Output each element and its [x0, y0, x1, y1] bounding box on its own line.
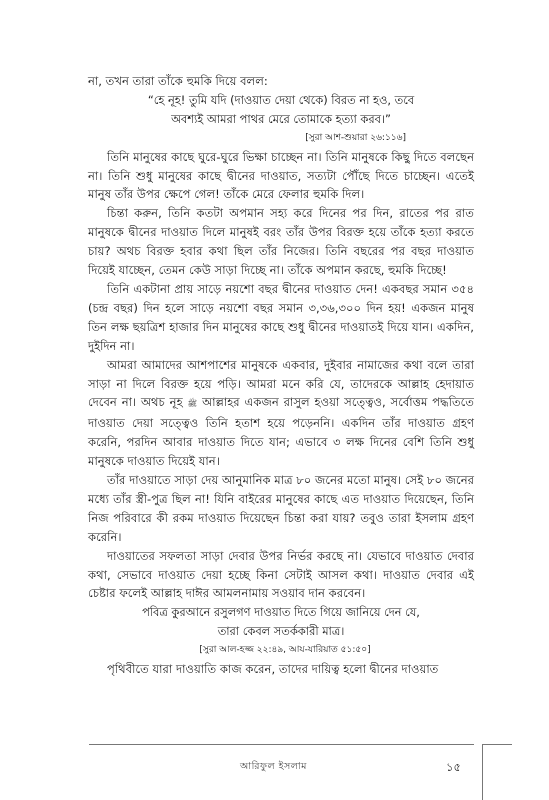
quote-line: অবশ্যই আমরা পাথর মেরে তোমাকে হত্যা করব।”: [171, 111, 391, 126]
paragraph-intro: না, তখন তারা তাঁকে হুমকি দিয়ে বলল:: [88, 74, 268, 88]
quote-line: “হে নূহ! তুমি যদি (দাওয়াত দেয়া থেকে) বিরত না হও, তবে: [147, 92, 415, 107]
page-edge-line: [482, 744, 483, 800]
paragraph: তিনি একটানা প্রায় সাড়ে নয়শো বছর দ্বীনের দাওয়াত দেন! একবছর সমান ৩৫৪ (চন্দ্র বছর) দিন হলে সাড়ে নয়শো বছর সমান ৩,৩৬,৩০০ দিন হয়! একজন মানুষ তিন লক্ষ ছয়ত্রিশ হাজার দিন মানুষের কাছে শুধু দ্বীনের দাওয়াতই দিয়ে যান। একদিন, দুইদিন না।: [88, 281, 474, 353]
quran-reference: [সুরা আল-হজ্জ ২২:৪৯, আয-যারিয়াত ৫১:৫০]: [199, 645, 371, 656]
paragraph: তাঁর দাওয়াতে সাড়া দেয় আনুমানিক মাত্র ৮০ জনের মতো মানুষ। সেই ৮০ জনের মধ্যে তাঁর স্ত্রী-পুত্র ছিল না! যিনি বাইরের মানুষের কাছে এত দাওয়াত দিয়েছেন, তিনি নিজ পরিবারে কী রকম দাওয়াত দিয়েছেন চিন্তা করা যায়? তবুও তারা ইসলাম গ্রহণ করেনি।: [88, 473, 474, 544]
quote-line: পবিত্র কুরআনে রসুলগণ দাওয়াত দিতে গিয়ে জানিয়ে দেন যে,: [142, 605, 420, 620]
salutation-glyph: ﷺ: [187, 399, 198, 409]
quote-line: তারা কেবল সতর্ককারী মাত্র।: [217, 624, 345, 639]
quote-block-1: [88, 91, 474, 129]
page-body: [88, 72, 474, 679]
quote-block-2: [88, 603, 474, 641]
page-number: ১৫: [446, 760, 461, 774]
paragraph: দাওয়াতের সফলতা সাড়া দেবার উপর নির্ভর করছে না। যেভাবে দাওয়াত দেবার কথা, সেভাবে দাওয়াত দেয়া হচ্ছে কিনা সেটাই আসল কথা। দাওয়াত দেবার এই চেষ্টার ফলেই আল্লাহ দাঈর আমলনামায় সওয়াব দান করবেন।: [88, 548, 474, 601]
paragraph-text: আমরা আমাদের আশপাশের মানুষকে একবার, দুইবার নামাজের কথা বলে তারা সাড়া না দিলে বিরক্ত হয়ে পড়ি। আমরা মনে করি যে, তাদেরকে আল্লাহ হেদায়াত দেবেন না। অথচ নূহ: [88, 357, 474, 410]
quran-reference: [সুরা আশ-শুয়ারা ২৬:১১৬]: [305, 132, 406, 143]
footer-author: আরিফুল ইসলাম: [240, 761, 307, 772]
paragraph: তিনি মানুষের কাছে ঘুরে-ঘুরে ভিক্ষা চাচ্ছেন না। তিনি মানুষকে কিছু দিতে বলছেন না। তিনি শুধু মানুষের কাছে দ্বীনের দাওয়াত, সত্যটা পৌঁছে দিতে চাচ্ছেন। এতেই মানুষ তাঁর উপর ক্ষেপে গেল! তাঁকে মেরে ফেলার হুমকি দিল।: [88, 149, 474, 202]
page-edge-tick: [482, 744, 512, 745]
paragraph: চিন্তা করুন, তিনি কতটা অপমান সহ্য করে দিনের পর দিন, রাতের পর রাত মানুষকে দ্বীনের দাওয়াত দিলে মানুষই বরং তাঁর উপর বিরক্ত হয়ে তাঁকে হত্যা করতে চায়? অথচ বিরক্ত হবার কথা ছিল তাঁর নিজের। তিনি বছরের পর বছর দাওয়াত দিয়েই যাচ্ছেন, তেমন কেউ সাড়া দিচ্ছে না। তাঁকে অপমান করছে, হুমকি দিচ্ছে!: [88, 206, 474, 278]
paragraph: পৃথিবীতে যারা দাওয়াতি কাজ করেন, তাদের দায়িত্ব হলো দ্বীনের দাওয়াত: [107, 662, 439, 677]
paragraph-text: আল্লাহর একজন রাসুল হওয়া সত্ত্বেও, সর্বোত্তম পদ্ধতিতে দাওয়াত দেয়া সত্ত্বেও তিনি হতাশ হয়ে পড়েননি। একদিন তাঁর দাওয়াত গ্রহণ করেনি, পরদিন আবার দাওয়াত দিতে যান; এভাবে ৩ লক্ষ দিনের বেশি তিনি শুধু মানুষকে দাওয়াত দিয়েই যান।: [88, 395, 475, 469]
footer-divider: [89, 744, 474, 745]
paragraph: [88, 356, 474, 471]
